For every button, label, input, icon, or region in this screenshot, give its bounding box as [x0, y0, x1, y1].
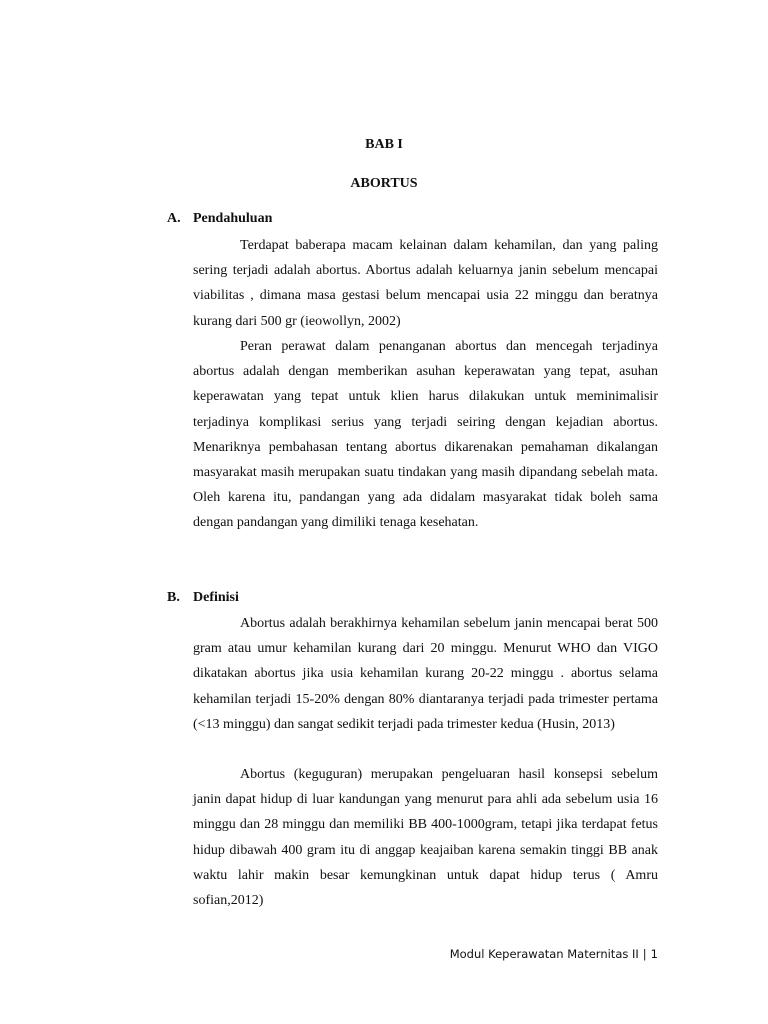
page-footer [450, 946, 658, 962]
chapter-number: BAB I [365, 137, 403, 152]
section-title: Pendahuluan [193, 211, 273, 226]
section-letter: A. [167, 211, 181, 226]
chapter-title: ABORTUS [350, 176, 418, 191]
page-number: 1 [650, 947, 658, 961]
section-letter: B. [167, 590, 180, 605]
paragraph-definisi-2: Abortus (keguguran) merupakan pengeluaran hasil konsepsi sebelum janin dapat hidup di luar kandungan yang menurut para ahli ada sebelum usia 16 minggu dan 28 minggu dan memiliki BB 400-1000gram, tetapi jika terdapat fetus hidup dibawah 400 gram itu di anggap keajaiban karena semakin tinggi BB anak waktu lahir makin besar kemungkinan untuk dapat hidup terus ( Amru sofian,2012) [193, 767, 658, 909]
section-heading-pendahuluan [167, 211, 272, 227]
paragraph-pendahuluan-2: Peran perawat dalam penanganan abortus dan mencegah terjadinya abortus adalah dengan memberikan asuhan keperawatan yang tepat, asuhan keperawatan yang tepat untuk klien harus dilakukan untuk meminimalisir terjadinya komplikasi serius yang terjadi seiring dengan kejadian abortus. Menariknya pembahasan tentang abortus dikarenakan pemahaman dikalangan masyarakat masih merupakan suatu tindakan yang masih dipandang sebelah mata. Oleh karena itu, pandangan yang ada didalam masyarakat tidak boleh sama dengan pandangan yang dimiliki tenaga kesehatan. [193, 339, 658, 531]
section-heading-definisi [167, 590, 239, 606]
footer-separator: | [642, 947, 647, 961]
section-title: Definisi [193, 590, 239, 605]
paragraph-pendahuluan-1: Terdapat baberapa macam kelainan dalam kehamilan, dan yang paling sering terjadi adalah abortus. Abortus adalah keluarnya janin sebelum mencapai viabilitas , dimana masa gestasi belum mencapai usia 22 minggu dan beratnya kurang dari 500 gr (ieowollyn, 2002) [193, 238, 658, 329]
footer-module-title: Modul Keperawatan Maternitas II [449, 947, 639, 961]
paragraph-definisi-1: Abortus adalah berakhirnya kehamilan sebelum janin mencapai berat 500 gram atau umur kehamilan kurang dari 20 minggu. Menurut WHO dan VIGO dikatakan abortus jika usia kehamilan kurang 20-22 minggu . abortus selama kehamilan terjadi 15-20% dengan 80% diantaranya terjadi pada trimester pertama (<13 minggu) dan sangat sedikit terjadi pada trimester kedua (Husin, 2013) [193, 616, 658, 732]
